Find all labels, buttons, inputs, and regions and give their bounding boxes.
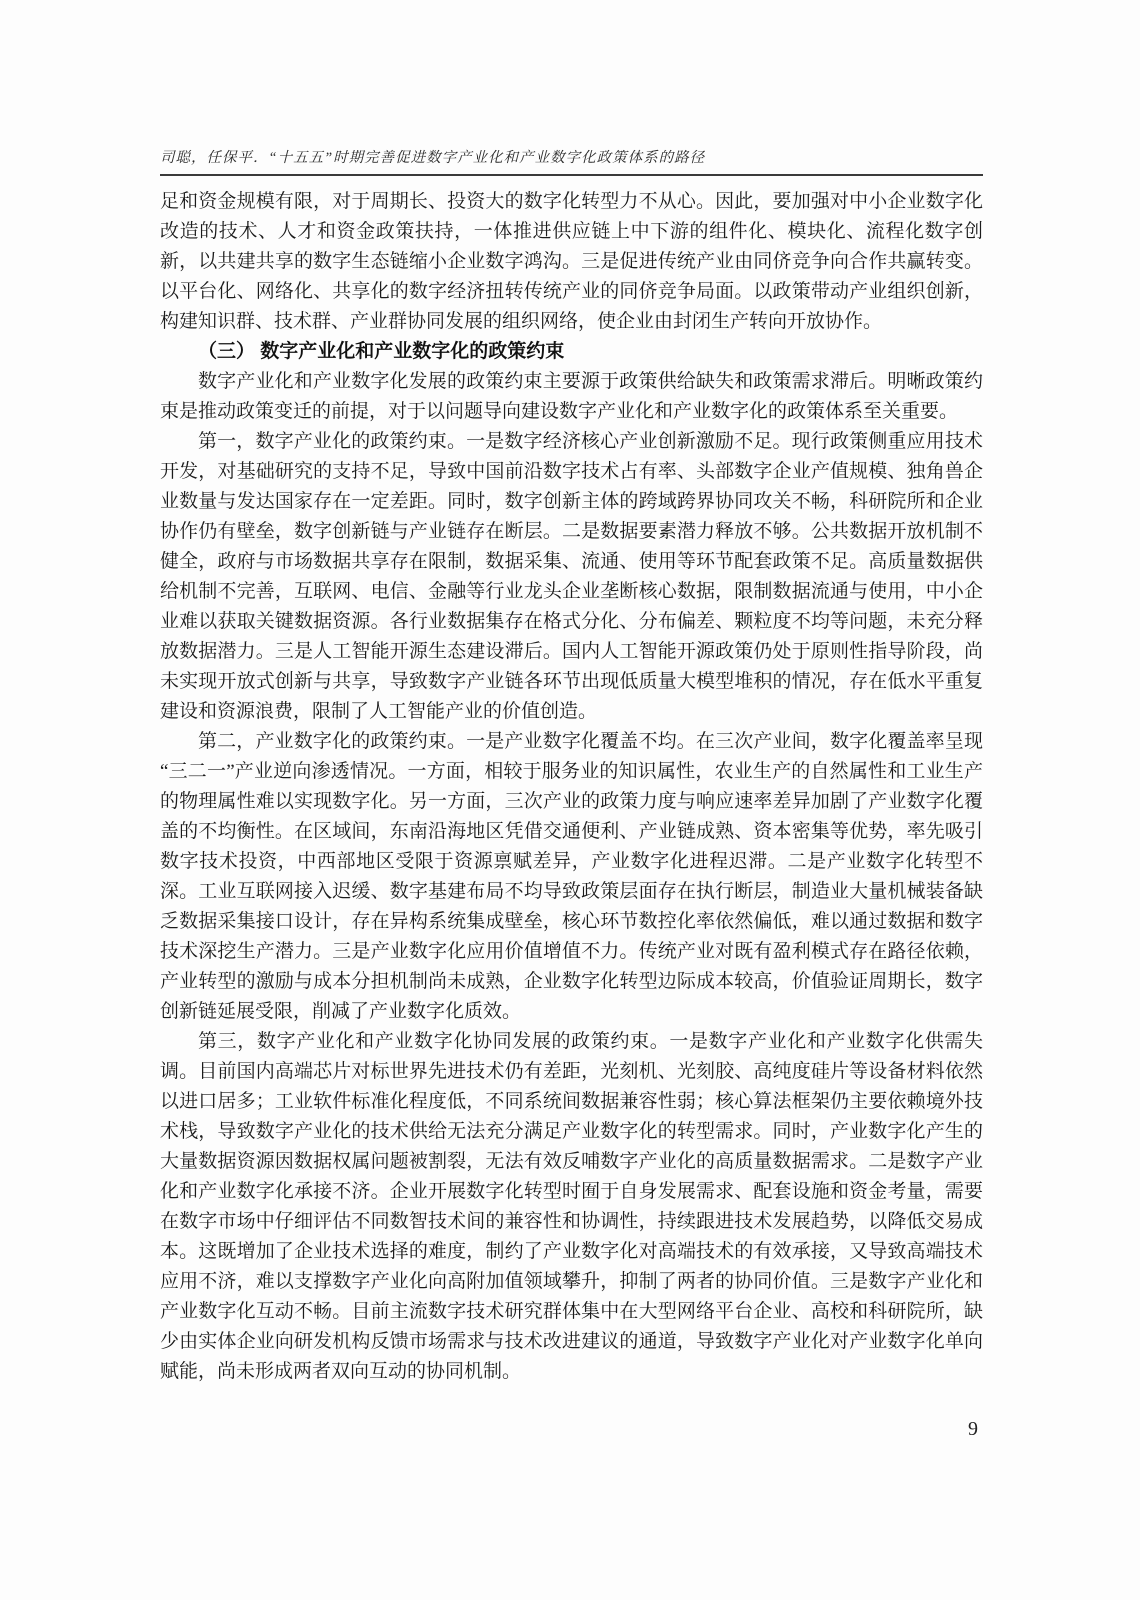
paragraph-second-constraint: 第二，产业数字化的政策约束。一是产业数字化覆盖不均。在三次产业间，数字化覆盖率呈现“三二一”产业逆向渗透情况。一方面，相较于服务业的知识属性，农业生产的自然属性和工业生产的物理属性难以实现数字化。另一方面，三次产业的政策力度与响应速率差异加剧了产业数字化覆盖的不均衡性。在区域间，东南沿海地区凭借交通便利、产业链成熟、资本密集等优势，率先吸引数字技术投资，中西部地区受限于资源禀赋差异，产业数字化进程迟滞。二是产业数字化转型不深。工业互联网接入迟缓、数字基建布局不均导致政策层面存在执行断层，制造业大量机械装备缺乏数据采集接口设计，存在异构系统集成壁垒，核心环节数控化率依然偏低，难以通过数据和数字技术深挖生产潜力。三是产业数字化应用价值增值不力。传统产业对既有盈利模式存在路径依赖，产业转型的激励与成本分担机制尚未成熟，企业数字化转型边际成本较高，价值验证周期长，数字创新链延展受限，削减了产业数字化质效。 <box>160 731 983 1022</box>
paragraph-continuation: 足和资金规模有限，对于周期长、投资大的数字化转型力不从心。因此，要加强对中小企业数字化改造的技术、人才和资金政策扶持，一体推进供应链上中下游的组件化、模块化、流程化数字创新，以共建共享的数字生态链缩小企业数字鸿沟。三是促进传统产业由同侪竞争向合作共赢转变。以平台化、网络化、共享化的数字经济扭转传统产业的同侪竞争局面。以政策带动产业组织创新，构建知识群、技术群、产业群协同发展的组织网络，使企业由封闭生产转向开放协作。 <box>160 191 983 332</box>
paragraph-intro: 数字产业化和产业数字化发展的政策约束主要源于政策供给缺失和政策需求滞后。明晰政策约束是推动政策变迁的前提，对于以问题导向建设数字产业化和产业数字化的政策体系至关重要。 <box>160 371 983 422</box>
paragraph-first-constraint: 第一，数字产业化的政策约束。一是数字经济核心产业创新激励不足。现行政策侧重应用技术开发，对基础研究的支持不足，导致中国前沿数字技术占有率、头部数字企业产值规模、独角兽企业数量与发达国家存在一定差距。同时，数字创新主体的跨域跨界协同攻关不畅，科研院所和企业协作仍有壁垒，数字创新链与产业链存在断层。二是数据要素潜力释放不够。公共数据开放机制不健全，政府与市场数据共享存在限制，数据采集、流通、使用等环节配套政策不足。高质量数据供给机制不完善，互联网、电信、金融等行业龙头企业垄断核心数据，限制数据流通与使用，中小企业难以获取关键数据资源。各行业数据集存在格式分化、分布偏差、颗粒度不均等问题，未充分释放数据潜力。三是人工智能开源生态建设滞后。国内人工智能开源政策仍处于原则性指导阶段，尚未实现开放式创新与共享，导致数字产业链各环节出现低质量大模型堆积的情况，存在低水平重复建设和资源浪费，限制了人工智能产业的价值创造。 <box>160 431 983 722</box>
section-heading: （三） 数字产业化和产业数字化的政策约束 <box>198 341 565 362</box>
page-number: 9 <box>968 1418 978 1440</box>
header-rule <box>160 174 983 176</box>
running-header-title: 司聪，任保平．“十五五”时期完善促进数字产业化和产业数字化政策体系的路径 <box>160 150 706 166</box>
paragraph-third-constraint: 第三，数字产业化和产业数字化协同发展的政策约束。一是数字产业化和产业数字化供需失调。目前国内高端芯片对标世界先进技术仍有差距，光刻机、光刻胶、高纯度硅片等设备材料依然以进口居多；工业软件标准化程度低，不同系统间数据兼容性弱；核心算法框架仍主要依赖境外技术栈，导致数字产业化的技术供给无法充分满足产业数字化的转型需求。同时，产业数字化产生的大量数据资源因数据权属问题被割裂，无法有效反哺数字产业化的高质量数据需求。二是数字产业化和产业数字化承接不济。企业开展数字化转型时囿于自身发展需求、配套设施和资金考量，需要在数字市场中仔细评估不同数智技术间的兼容性和协调性，持续跟进技术发展趋势，以降低交易成本。这既增加了企业技术选择的难度，制约了产业数字化对高端技术的有效承接，又导致高端技术应用不济，难以支撑数字产业化向高附加值领域攀升，抑制了两者的协同价值。三是数字产业化和产业数字化互动不畅。目前主流数字技术研究群体集中在大型网络平台企业、高校和科研院所，缺少由实体企业向研发机构反馈市场需求与技术改进建议的通道，导致数字产业化对产业数字化单向赋能，尚未形成两者双向互动的协同机制。 <box>160 1031 983 1382</box>
article-body <box>160 187 983 1387</box>
